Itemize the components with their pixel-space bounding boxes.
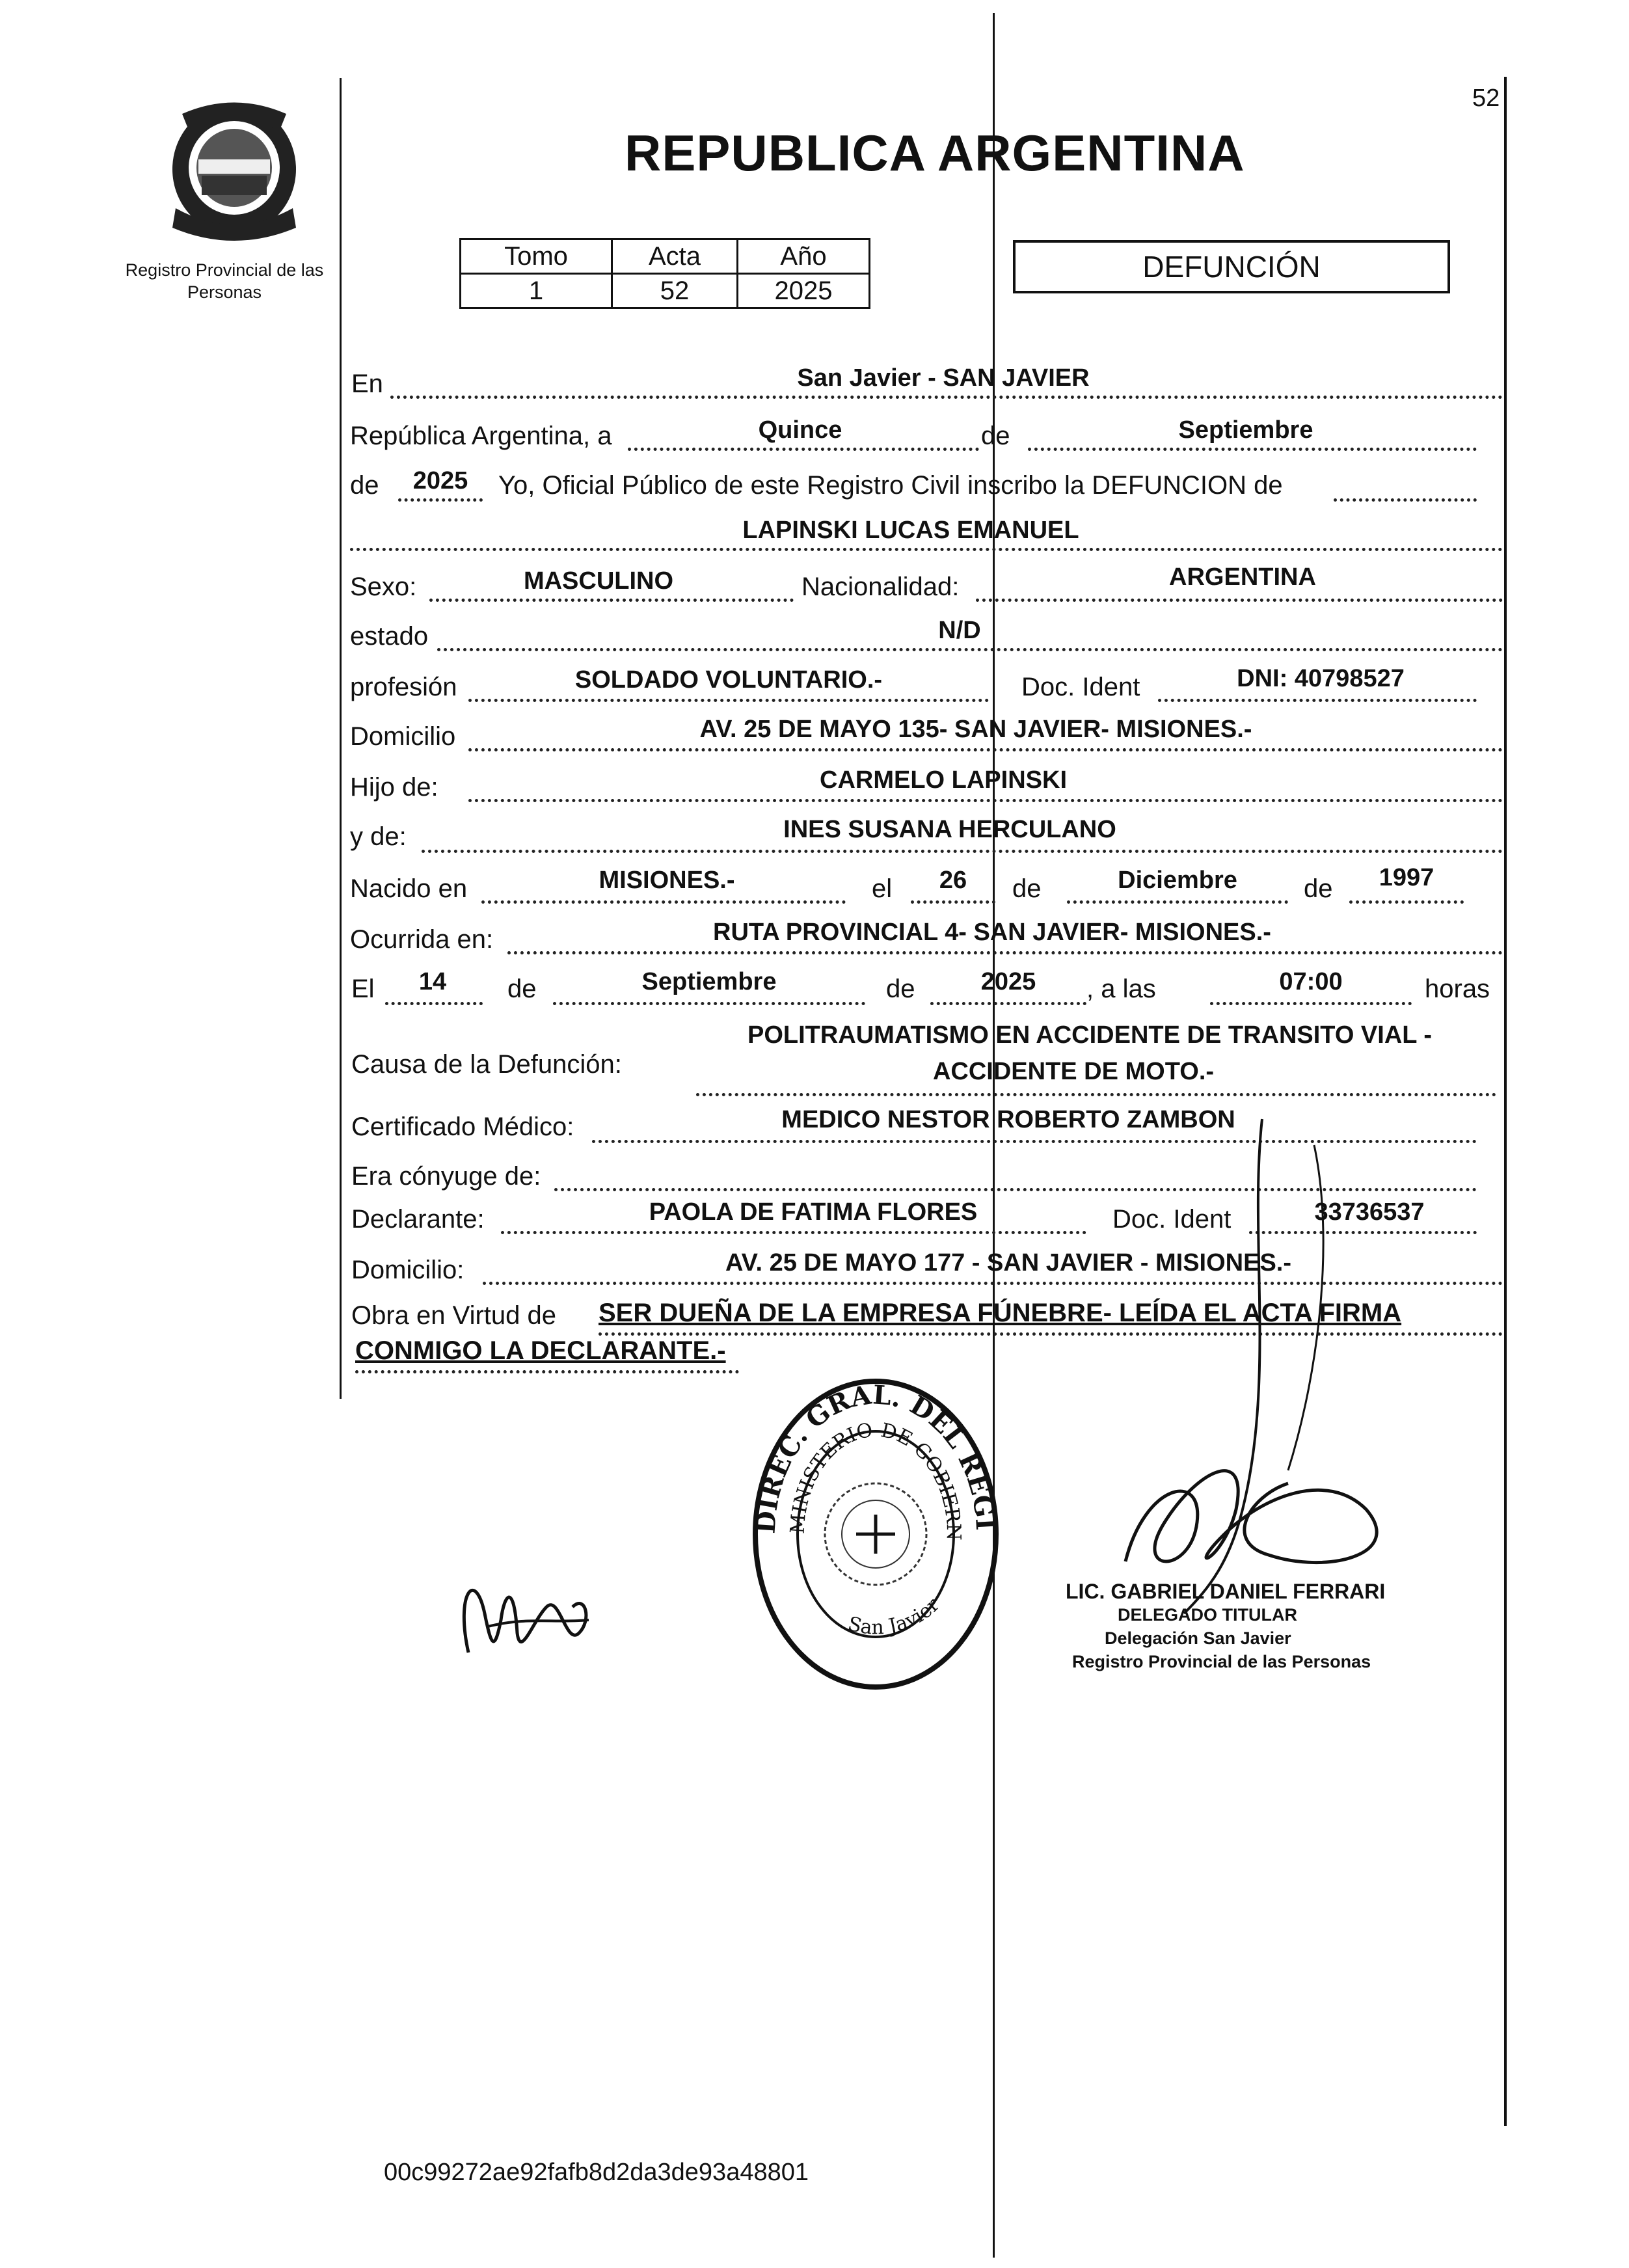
obra-line1: SER DUEÑA DE LA EMPRESA FÚNEBRE- LEÍDA EL ACTA FIRMA xyxy=(599,1299,1402,1327)
anio-value: 2025 xyxy=(738,274,870,308)
declarante-label: Declarante: xyxy=(351,1205,485,1234)
birth-day-line xyxy=(911,900,995,904)
alas-label: , a las xyxy=(1086,975,1156,1003)
month-line xyxy=(1028,448,1477,451)
signatory-office: Delegación San Javier xyxy=(1105,1628,1291,1648)
estado-line xyxy=(437,648,1503,651)
stamp-inner-text: MINISTERIO DE GOBIERN xyxy=(786,1418,965,1541)
stamp-outer-text: DIREC. GRAL. DEL REGI xyxy=(750,1379,1001,1535)
nacionalidad-value: ARGENTINA xyxy=(1169,563,1316,591)
en-label: En xyxy=(351,370,383,398)
declarante-doc-value: 33736537 xyxy=(1314,1198,1425,1226)
causa-line xyxy=(696,1093,1496,1096)
death-time-line xyxy=(1210,1002,1412,1005)
death-time-value: 07:00 xyxy=(1279,968,1343,995)
horas-label: horas xyxy=(1425,975,1490,1003)
province-logo xyxy=(156,98,312,247)
declarante-doc-label: Doc. Ident xyxy=(1112,1205,1232,1234)
svg-text:San Javier xyxy=(846,1593,945,1639)
death-year-value: 2025 xyxy=(980,968,1036,995)
obra-label: Obra en Virtud de xyxy=(351,1301,557,1330)
el2-label: El xyxy=(351,975,375,1003)
de4-label: de xyxy=(1304,874,1333,903)
birth-year-line xyxy=(1349,900,1464,904)
signatory-title: DELEGADO TITULAR xyxy=(1118,1605,1297,1625)
acta-header: Acta xyxy=(612,239,738,274)
de5-label: de xyxy=(507,975,537,1003)
ocurrida-label: Ocurrida en: xyxy=(350,925,494,954)
nacido-label: Nacido en xyxy=(350,874,468,903)
domicilio2-value: AV. 25 DE MAYO 177 - SAN JAVIER - MISIONES.- xyxy=(725,1249,1292,1276)
hijo-value: CARMELO LAPINSKI xyxy=(820,766,1067,794)
org-label: Registro Provincial de las Personas xyxy=(125,260,324,302)
nacionalidad-line xyxy=(976,599,1503,602)
signatory-org: Registro Provincial de las Personas xyxy=(1072,1652,1371,1671)
de-label: de xyxy=(981,422,1010,450)
domicilio-line xyxy=(468,748,1503,751)
death-month-value: Septiembre xyxy=(641,968,777,995)
year-line xyxy=(398,498,483,502)
page-number: 52 xyxy=(1472,85,1500,112)
certificado-value: MEDICO NESTOR ROBERTO ZAMBON xyxy=(781,1106,1235,1133)
hijo-label: Hijo de: xyxy=(350,773,438,802)
declarante-value: PAOLA DE FATIMA FLORES xyxy=(649,1198,978,1226)
left-margin-rule xyxy=(340,78,342,1399)
record-table xyxy=(459,238,870,309)
day-value: Quince xyxy=(758,416,842,444)
profesion-value: SOLDADO VOLUNTARIO.- xyxy=(574,666,883,694)
signatory-block xyxy=(1066,1580,1385,1673)
yde-line xyxy=(422,850,1503,853)
en-value: San Javier - SAN JAVIER xyxy=(797,364,1090,392)
profesion-line xyxy=(468,699,989,702)
de6-label: de xyxy=(886,975,915,1003)
stamp-bottom-text: San Javier xyxy=(845,1593,945,1640)
profesion-label: profesión xyxy=(350,673,457,701)
causa-label: Causa de la Defunción: xyxy=(351,1050,622,1079)
name-line xyxy=(350,548,1503,551)
scan-fold-line xyxy=(993,13,995,2258)
anio-header: Año xyxy=(738,239,870,274)
estado-label: estado xyxy=(350,622,429,651)
month-value: Septiembre xyxy=(1178,416,1313,444)
official-stamp xyxy=(739,1371,1012,1697)
nacionalidad-label: Nacionalidad: xyxy=(801,573,960,601)
document-type-box: DEFUNCIÓN xyxy=(1013,240,1450,293)
sexo-label: Sexo: xyxy=(350,573,417,601)
ocurrida-value: RUTA PROVINCIAL 4- SAN JAVIER- MISIONES.- xyxy=(713,919,1271,946)
day-line xyxy=(628,448,979,451)
document-hash: 00c99272ae92fafb8d2da3de93a48801 xyxy=(384,2159,809,2186)
oficial-text: Yo, Oficial Público de este Registro Civil inscribo la DEFUNCION de xyxy=(498,471,1283,500)
death-day-line xyxy=(385,1002,483,1005)
conyuge-label: Era cónyuge de: xyxy=(351,1162,541,1191)
birth-day-value: 26 xyxy=(939,867,967,894)
right-margin-rule xyxy=(1504,77,1507,2126)
birth-month-line xyxy=(1067,900,1288,904)
nacido-value: MISIONES.- xyxy=(599,867,735,894)
oficial-line xyxy=(1334,498,1477,502)
domicilio2-label: Domicilio: xyxy=(351,1256,464,1284)
docident-value: DNI: 40798527 xyxy=(1237,665,1405,692)
death-year-line xyxy=(930,1002,1086,1005)
yde-value: INES SUSANA HERCULANO xyxy=(783,816,1116,843)
birth-year-value: 1997 xyxy=(1379,864,1434,891)
ocurrida-line xyxy=(507,951,1503,954)
deceased-name: LAPINSKI LUCAS EMANUEL xyxy=(742,517,1079,544)
acta-value: 52 xyxy=(612,274,738,308)
de2-label: de xyxy=(350,471,379,500)
causa-line2: ACCIDENTE DE MOTO.- xyxy=(932,1058,1215,1085)
domicilio-label: Domicilio xyxy=(350,722,456,751)
declarante-line xyxy=(501,1231,1086,1234)
domicilio-value: AV. 25 DE MAYO 135- SAN JAVIER- MISIONES.- xyxy=(699,716,1252,743)
obra-line-b xyxy=(355,1370,739,1373)
death-day-value: 14 xyxy=(418,968,447,995)
docident-line xyxy=(1158,699,1477,702)
tomo-header: Tomo xyxy=(461,239,612,274)
certificado-label: Certificado Médico: xyxy=(351,1113,574,1141)
birth-month-value: Diciembre xyxy=(1118,867,1237,894)
yde-label: y de: xyxy=(350,822,407,851)
officer-signature xyxy=(1054,1106,1418,1640)
page-title: REPUBLICA ARGENTINA xyxy=(625,124,1245,182)
sexo-value: MASCULINO xyxy=(523,567,674,595)
hijo-line xyxy=(468,799,1503,802)
en-line xyxy=(390,396,1503,399)
year-value: 2025 xyxy=(412,467,468,494)
de3-label: de xyxy=(1012,874,1042,903)
nacido-line xyxy=(481,900,846,904)
sexo-line xyxy=(429,599,794,602)
declarant-signature xyxy=(449,1555,605,1672)
obra-line2: CONMIGO LA DECLARANTE.- xyxy=(355,1336,726,1365)
docident-label: Doc. Ident xyxy=(1021,673,1140,701)
signatory-name: LIC. GABRIEL DANIEL FERRARI xyxy=(1066,1580,1386,1603)
republica-label: República Argentina, a xyxy=(350,422,612,450)
el-label: el xyxy=(872,874,893,903)
tomo-value: 1 xyxy=(461,274,612,308)
causa-line1: POLITRAUMATISMO EN ACCIDENTE DE TRANSITO VIAL - xyxy=(747,1021,1433,1049)
estado-value: N/D xyxy=(938,617,981,644)
death-month-line xyxy=(553,1002,865,1005)
